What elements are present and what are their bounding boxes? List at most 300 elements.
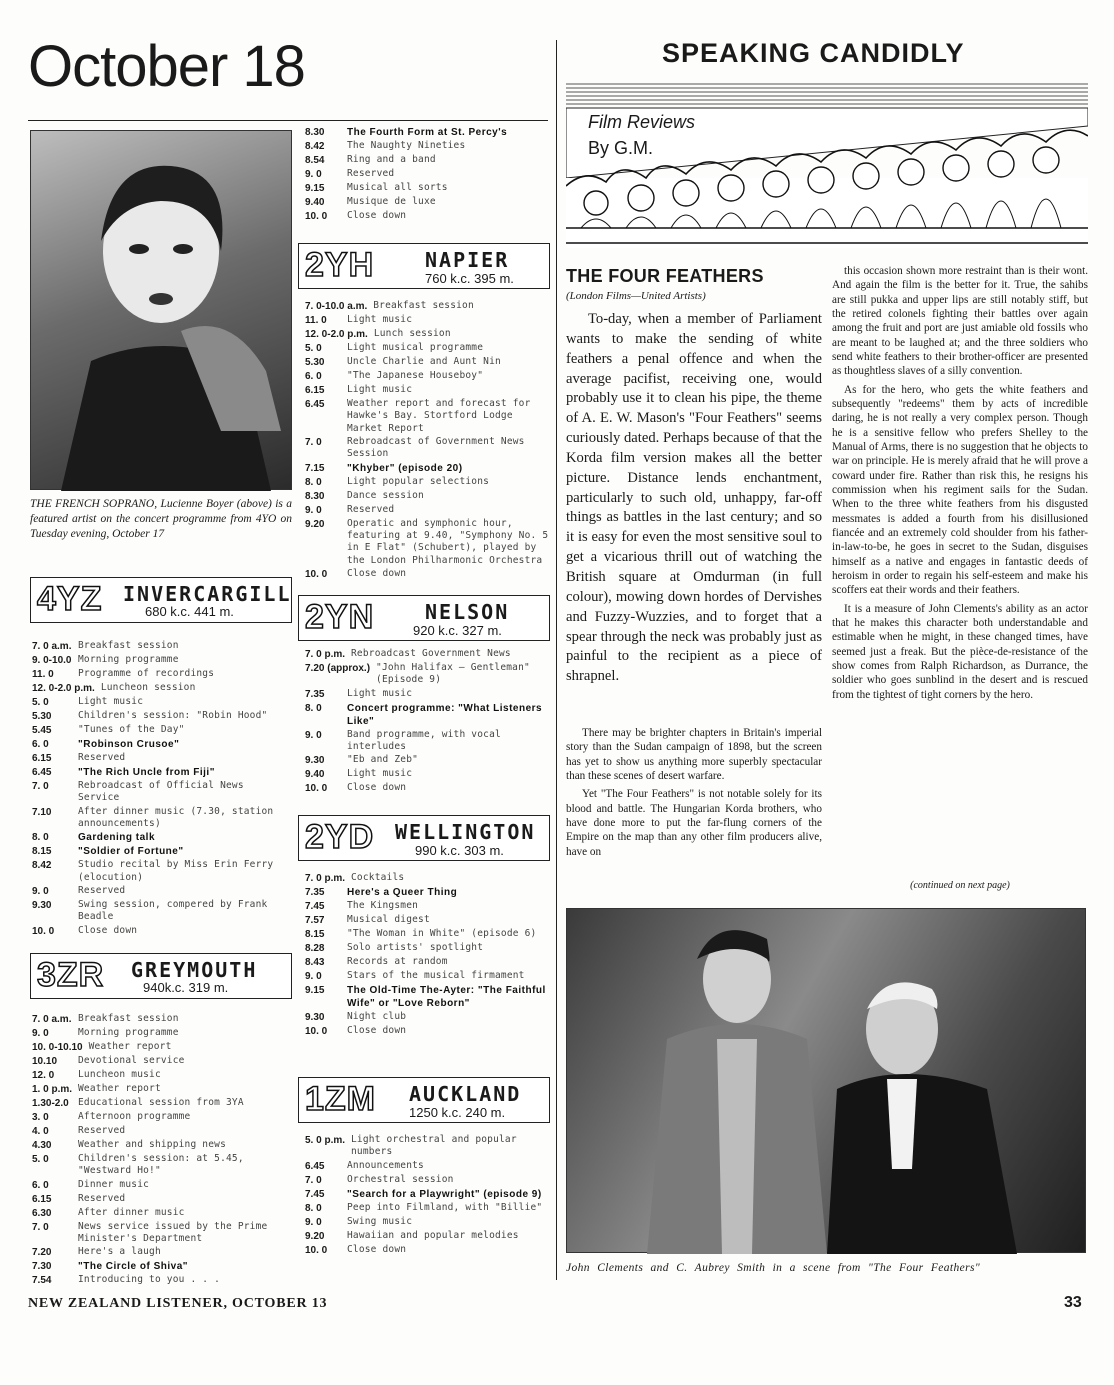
schedule-programme: Light music [347, 314, 413, 325]
station-city: NAPIER [425, 248, 510, 272]
banner-kicker: Film Reviews [588, 112, 696, 132]
schedule-programme: The Fourth Form at St. Percy's [347, 127, 508, 138]
schedule-row [305, 1025, 551, 1038]
schedule-3zr [32, 1013, 284, 1288]
schedule-programme: Musical digest [347, 914, 430, 925]
schedule-row [305, 928, 551, 941]
schedule-time: 7.54 [32, 1275, 52, 1287]
schedule-programme: Close down [347, 568, 407, 580]
schedule-4yz [32, 640, 284, 939]
schedule-time: 7.45 [305, 901, 325, 912]
schedule-programme: "John Halifax — Gentleman" (Episode 9) [376, 662, 530, 686]
schedule-time: 9. 0 [305, 729, 322, 741]
schedule-time: 9.15 [305, 183, 325, 194]
schedule-programme: Reserved [78, 1125, 126, 1136]
schedule-row [305, 342, 551, 355]
schedule-time: 9. 0 [32, 886, 49, 898]
schedule-time: 7. 0 [32, 1221, 49, 1233]
schedule-programme: Light popular selections [347, 475, 490, 487]
schedule-programme: "Khyber" (episode 20) [347, 462, 463, 474]
paragraph: this occasion shown more restraint than is their wont. And again the film is the better for it. True, the sahibs are still pukka and upper lips are still notably stiff, but the retired colonels fighting their battles over again among the fruit and port are just amiable old fossils who are meant to be laughed at; and the three soldiers who send white feathers to their brother-officer are presented as thoughtless slaves of a silly convention. [832, 265, 1088, 378]
schedule-row [32, 899, 284, 924]
divider [28, 120, 548, 121]
schedule-row [305, 476, 551, 489]
schedule-row [305, 782, 551, 795]
schedule-programme: Lunch session [373, 328, 451, 339]
schedule-programme: Musical all sorts [347, 182, 448, 193]
continued-note: (continued on next page) [910, 880, 1010, 891]
schedule-row [32, 1179, 284, 1192]
station-frequency: 940k.c. 319 m. [143, 980, 229, 995]
review-credit: (London Films—United Artists) [566, 290, 706, 302]
schedule-time: 9. 0 [305, 1216, 322, 1228]
page-number: 33 [1064, 1294, 1082, 1311]
schedule-row [305, 1216, 551, 1229]
schedule-row [305, 384, 551, 397]
station-city: NELSON [425, 600, 510, 624]
schedule-time: 3. 0 [32, 1112, 49, 1123]
schedule-time: 8.28 [305, 943, 325, 954]
station-frequency: 1250 k.c. 240 m. [409, 1105, 506, 1120]
schedule-row [32, 1069, 284, 1082]
schedule-programme: Breakfast session [78, 640, 179, 651]
schedule-time: 7. 0 a.m. [32, 1014, 72, 1025]
photo-caption: John Clements and C. Aubrey Smith in a scene from "The Four Feathers" [566, 1262, 981, 1274]
schedule-programme: "The Woman in White" (episode 6) [347, 928, 537, 939]
schedule-programme: The Kingsmen [347, 900, 419, 911]
schedule-row [305, 1244, 551, 1257]
schedule-programme: Morning programme [78, 654, 179, 665]
schedule-row [305, 518, 551, 567]
schedule-time: 7.30 [32, 1261, 52, 1273]
station-header-2yn [298, 595, 550, 641]
call-sign: 4YZ [37, 580, 103, 618]
schedule-programme: Weather report [88, 1041, 172, 1052]
schedule-time: 9.30 [305, 1012, 325, 1023]
schedule-row [305, 688, 551, 701]
soprano-photo [30, 130, 292, 490]
schedule-programme: Light musical programme [347, 342, 484, 353]
schedule-row [32, 1193, 284, 1206]
column-divider [556, 40, 557, 1280]
schedule-time: 10. 0 [32, 925, 55, 937]
schedule-row [32, 696, 284, 709]
schedule-row [32, 806, 284, 831]
schedule-time: 9.15 [305, 985, 325, 996]
schedule-row [305, 754, 551, 767]
schedule-time: 8.30 [305, 490, 325, 502]
schedule-time: 12. 0-2.0 p.m. [305, 329, 368, 340]
schedule-row [305, 490, 551, 503]
schedule-programme: Weather and shipping news [78, 1139, 226, 1150]
call-sign: 3ZR [37, 956, 105, 994]
schedule-time: 10.10 [32, 1056, 58, 1067]
schedule-continued [305, 126, 549, 224]
schedule-programme: "Eb and Zeb" [347, 754, 419, 766]
schedule-row [305, 126, 549, 139]
station-header-2yd [298, 815, 550, 861]
schedule-row [32, 1097, 284, 1110]
station-city: AUCKLAND [409, 1082, 522, 1106]
schedule-programme: "The Circle of Shiva" [78, 1261, 189, 1273]
schedule-time: 5.30 [305, 357, 325, 368]
schedule-time: 10. 0 [305, 783, 328, 795]
schedule-programme: "Search for a Playwright" (episode 9) [347, 1188, 542, 1200]
call-sign: 2YN [305, 598, 375, 636]
paragraph: As for the hero, who gets the white feathers and subsequently "redeems" them by acts of incredible daring, he is not really a very complex person. Though he is a sensitive fellow who prefers Shelley to the Manual of Arms, there is no suggestion that he objects to war on principle. He is merely afraid that he will prove a coward under fire. Rather than risk this, he resigns his commission when his regiment sails for the Sudan. When to the three white feathers from his disgusted messmates is added a fourth from his disillusioned fiancée and an extremely cold shoulder from his father-in-law-to-be, he goes in secret to the Sudan, disguises himself as a native and engages in fantastic deeds of heroism in order to regain his self-esteem and make his scoffers eat their words and their feathers. [832, 383, 1088, 597]
schedule-programme: Rebroadcast of Government News Session [347, 436, 525, 460]
schedule-row [32, 766, 284, 779]
schedule-programme: Programme of recordings [78, 668, 215, 679]
schedule-programme: Rebroadcast of Official News Service [78, 780, 244, 804]
schedule-row [305, 568, 551, 581]
schedule-programme: Band programme, with vocal interludes [347, 728, 501, 753]
schedule-row [305, 970, 551, 983]
schedule-row [32, 885, 284, 898]
schedule-time: 1.30-2.0 [32, 1098, 69, 1109]
schedule-time: 5.45 [32, 725, 52, 736]
schedule-row [305, 1011, 551, 1024]
schedule-row [305, 662, 551, 687]
schedule-programme: Close down [347, 1243, 407, 1255]
station-city: GREYMOUTH [131, 958, 258, 982]
schedule-time: 6.45 [32, 767, 52, 778]
banner-byline: By G.M. [588, 138, 654, 158]
schedule-row [32, 710, 284, 723]
schedule-2yh [305, 300, 551, 582]
schedule-programme: Musique de luxe [347, 196, 436, 207]
schedule-time: 9.30 [305, 755, 325, 767]
schedule-programme: Close down [78, 924, 138, 936]
schedule-row [305, 398, 551, 435]
review-body-left [566, 726, 822, 863]
schedule-programme: Light orchestral and popular numbers [351, 1134, 517, 1158]
schedule-programme: Here's a Queer Thing [347, 887, 458, 898]
schedule-row [32, 1027, 284, 1040]
schedule-time: 8.30 [305, 127, 325, 138]
schedule-programme: Reserved [347, 503, 395, 515]
station-frequency: 990 k.c. 303 m. [415, 843, 504, 858]
schedule-row [32, 845, 284, 858]
schedule-row [32, 640, 284, 653]
schedule-time: 10. 0 [305, 569, 328, 581]
schedule-time: 5. 0 [32, 697, 49, 708]
schedule-time: 9.40 [305, 197, 325, 208]
schedule-time: 8.42 [305, 141, 325, 152]
schedule-row [32, 1260, 284, 1273]
schedule-time: 11. 0 [32, 669, 54, 680]
schedule-time: 7. 0 [305, 1174, 322, 1186]
schedule-time: 9.40 [305, 769, 325, 781]
schedule-programme: Here's a laugh [78, 1246, 161, 1258]
schedule-row [32, 925, 284, 938]
schedule-row [305, 1174, 551, 1187]
schedule-time: 7.10 [32, 806, 52, 818]
schedule-row [305, 1160, 551, 1173]
schedule-row [305, 1188, 551, 1201]
schedule-time: 8. 0 [305, 1202, 322, 1214]
schedule-time: 7. 0 p.m. [305, 873, 346, 884]
film-reviews-banner [566, 78, 1088, 248]
schedule-programme: Weather report and forecast for Hawke's Bay. Stortford Lodge Market Report [347, 398, 531, 434]
schedule-time: 9.20 [305, 518, 325, 530]
schedule-programme: Operatic and symphonic hour, featuring at 9.40, "Symphony No. 5 in E Flat" (Schubert), played by the London Philharmonic Orchestra [347, 517, 549, 566]
schedule-time: 7.15 [305, 462, 325, 474]
schedule-time: 8.42 [32, 860, 52, 872]
schedule-time: 7.20 (approx.) [305, 663, 371, 674]
section-heading: SPEAKING CANDIDLY [662, 38, 965, 68]
schedule-row [32, 1055, 284, 1068]
schedule-time: 5. 0 [305, 343, 322, 354]
schedule-programme: Dance session [347, 489, 424, 501]
schedule-time: 10. 0-10.10 [32, 1042, 83, 1053]
schedule-programme: Weather report [78, 1083, 161, 1094]
schedule-programme: After dinner music [78, 1206, 185, 1218]
schedule-time: 7. 0 a.m. [32, 641, 72, 652]
schedule-row [32, 1246, 284, 1259]
schedule-programme: Children's session: "Robin Hood" [78, 710, 268, 721]
schedule-time: 9. 0-10.0 [32, 655, 72, 666]
schedule-time: 8. 0 [32, 832, 49, 844]
schedule-2yn [305, 648, 551, 796]
schedule-programme: After dinner music (7.30, station announcements) [78, 805, 274, 830]
schedule-time: 10. 0 [305, 1244, 328, 1256]
film-scene-illustration [567, 909, 1087, 1254]
schedule-programme: Morning programme [78, 1027, 179, 1038]
schedule-programme: Uncle Charlie and Aunt Nin [347, 356, 501, 367]
station-frequency: 760 k.c. 395 m. [425, 271, 514, 286]
film-still-photo [566, 908, 1086, 1253]
schedule-row [305, 168, 549, 181]
station-frequency: 680 k.c. 441 m. [145, 604, 234, 619]
schedule-time: 5. 0 [32, 1154, 49, 1165]
call-sign: 1ZM [305, 1080, 376, 1118]
schedule-time: 8.54 [305, 155, 325, 166]
schedule-row [305, 182, 549, 195]
schedule-time: 9. 0 [305, 971, 322, 982]
schedule-row [305, 914, 551, 927]
paragraph: It is a measure of John Clements's ability as an actor that he makes this character both understandable and estimable when he might, in these changed times, have seemed just a freak. But the pièce-de-resistance of the show comes from Ralph Richardson, as Durrance, the soldier who goes sunblind in the desert and is rescued from the tightest of tight corners by the hero. [832, 602, 1088, 701]
schedule-row [305, 314, 551, 327]
schedule-programme: Breakfast session [373, 300, 474, 311]
schedule-programme: "Robinson Crusoe" [78, 739, 180, 750]
schedule-programme: Solo artists' spotlight [347, 942, 484, 953]
schedule-programme: "Tunes of the Day" [78, 724, 185, 735]
schedule-row [32, 724, 284, 737]
schedule-programme: "The Rich Uncle from Fiji" [78, 767, 215, 778]
schedule-programme: Children's session: at 5.45, "Westward Ho!" [78, 1153, 244, 1177]
schedule-time: 4.30 [32, 1140, 52, 1151]
audience-illustration [566, 78, 1088, 248]
schedule-row [32, 1274, 284, 1287]
schedule-programme: Luncheon session [100, 682, 196, 693]
schedule-row [32, 668, 284, 681]
schedule-row [32, 1139, 284, 1152]
schedule-row [32, 780, 284, 805]
paragraph: To-day, when a member of Parliament wants to make the sending of white feathers a penal offence and when the average pacifist, receiving one, would probably use it to clean his pipe, the theme of A. E. W. Mason's "Four Feathers" seems curiously dated. Perhaps because of that the Korda film version makes all the better picture. Distance lends enchantment, particularly to such old, unhappy, far-off things as battles in the last century; and so it is easy for even the most sensitive soul to get a vicarious thrill out of watching the British square at Omdurman (in full colour), mowing down hordes of Dervishes and Fuzzy-Wuzzies, and to forget that a spear through the neck was probably just as painful to the recipient as a piece of shrapnel. [566, 311, 822, 685]
schedule-programme: Stars of the musical firmament [347, 970, 525, 981]
schedule-programme: Close down [347, 782, 407, 794]
schedule-programme: Reserved [347, 168, 395, 179]
schedule-row [32, 1207, 284, 1220]
schedule-2yd [305, 872, 551, 1039]
schedule-programme: Orchestral session [347, 1173, 454, 1185]
schedule-row [32, 859, 284, 884]
schedule-programme: Rebroadcast Government News [351, 648, 511, 659]
schedule-programme: Reserved [78, 1192, 126, 1204]
schedule-row [305, 140, 549, 153]
schedule-row [305, 300, 551, 313]
schedule-time: 6.15 [32, 753, 52, 764]
schedule-row [32, 1111, 284, 1124]
schedule-time: 8.15 [32, 846, 52, 858]
schedule-time: 7.35 [305, 688, 325, 700]
schedule-time: 7.45 [305, 1188, 325, 1200]
schedule-programme: Swing session, compered by Frank Beadle [78, 899, 268, 923]
schedule-programme: Introducing to you . . . [78, 1274, 221, 1286]
schedule-programme: Ring and a band [347, 154, 436, 165]
schedule-row [305, 328, 551, 341]
schedule-programme: Reserved [78, 885, 126, 897]
schedule-programme: Cocktails [351, 872, 405, 883]
schedule-time: 7.20 [32, 1247, 52, 1259]
schedule-time: 5. 0 p.m. [305, 1135, 346, 1146]
schedule-time: 6.45 [305, 1160, 325, 1172]
schedule-row [305, 942, 551, 955]
schedule-row [32, 1221, 284, 1246]
station-header-3zr [30, 953, 292, 999]
station-header-2yh [298, 243, 550, 289]
schedule-time: 8.43 [305, 957, 325, 968]
schedule-time: 7.57 [305, 915, 325, 926]
schedule-time: 6. 0 [32, 739, 49, 750]
schedule-programme: Devotional service [78, 1055, 185, 1066]
schedule-time: 8. 0 [305, 702, 322, 714]
schedule-programme: News service issued by the Prime Minister's Department [78, 1220, 268, 1245]
schedule-1zm [305, 1134, 551, 1258]
schedule-programme: Close down [347, 1025, 407, 1036]
schedule-row [305, 462, 551, 475]
schedule-time: 10. 0 [305, 211, 328, 222]
schedule-row [305, 648, 551, 661]
schedule-time: 6.45 [305, 399, 325, 410]
call-sign: 2YD [305, 818, 375, 856]
schedule-row [305, 356, 551, 369]
paragraph: Yet "The Four Feathers" is not notable solely for its blood and battle. The Hungarian Korda brothers, who have done more to put the far-flung corners of the Empire on the map than any other film producers alive, have on [566, 788, 822, 858]
schedule-row [305, 956, 551, 969]
schedule-programme: Studio recital by Miss Erin Ferry (elocution) [78, 859, 274, 883]
review-lede [566, 310, 822, 687]
schedule-programme: Records at random [347, 956, 448, 967]
page-title: October 18 [28, 34, 305, 99]
schedule-programme: Peep into Filmland, with "Billie" [347, 1201, 543, 1213]
schedule-row [305, 436, 551, 461]
schedule-row [305, 1230, 551, 1243]
station-header-4yz [30, 577, 292, 623]
schedule-row [32, 1125, 284, 1138]
schedule-programme: Light music [347, 768, 413, 780]
schedule-row [305, 702, 551, 728]
schedule-time: 9. 0 [32, 1028, 49, 1039]
schedule-row [305, 370, 551, 383]
schedule-row [305, 900, 551, 913]
call-sign: 2YH [305, 246, 375, 284]
schedule-row [32, 1083, 284, 1096]
station-frequency: 920 k.c. 327 m. [413, 623, 502, 638]
schedule-time: 8.15 [305, 929, 325, 940]
schedule-programme: Gardening talk [78, 832, 156, 844]
schedule-time: 7. 0 p.m. [305, 649, 346, 660]
schedule-row [32, 738, 284, 751]
station-city: WELLINGTON [395, 820, 536, 844]
schedule-row [32, 1041, 284, 1054]
schedule-time: 5.30 [32, 711, 52, 722]
schedule-time: 9. 0 [305, 504, 322, 516]
schedule-programme: Close down [347, 210, 407, 221]
review-title: THE FOUR FEATHERS [566, 266, 764, 286]
schedule-row [32, 831, 284, 844]
schedule-time: 7. 0-10.0 a.m. [305, 301, 368, 312]
schedule-time: 6. 0 [32, 1179, 49, 1191]
schedule-row [32, 1153, 284, 1178]
schedule-row [32, 654, 284, 667]
photo-caption: THE FRENCH SOPRANO, Lucienne Boyer (above) is a featured artist on the concert programme from 4YO on Tuesday evening, October 17 [30, 498, 292, 541]
schedule-row [305, 984, 551, 1010]
schedule-programme: Afternoon programme [78, 1111, 191, 1122]
schedule-time: 6.15 [305, 385, 325, 396]
schedule-programme: Educational session from 3YA [78, 1097, 244, 1108]
review-body-right [832, 264, 1088, 706]
schedule-programme: The Naughty Nineties [347, 140, 466, 151]
schedule-time: 7.35 [305, 887, 325, 898]
station-city: INVERCARGILL [123, 582, 292, 606]
schedule-time: 7. 0 [32, 781, 49, 792]
schedule-row [305, 504, 551, 517]
schedule-time: 10. 0 [305, 1026, 328, 1037]
schedule-programme: Reserved [78, 752, 126, 763]
schedule-row [305, 154, 549, 167]
schedule-programme: Light music [347, 384, 413, 395]
schedule-programme: "Soldier of Fortune" [78, 846, 184, 858]
schedule-programme: Breakfast session [78, 1013, 179, 1024]
footer-publication: NEW ZEALAND LISTENER, OCTOBER 13 [28, 1296, 328, 1311]
schedule-programme: Dinner music [78, 1178, 150, 1190]
schedule-time: 9. 0 [305, 169, 322, 180]
station-header-1zm [298, 1077, 550, 1123]
schedule-row [305, 1202, 551, 1215]
schedule-time: 9.20 [305, 1230, 325, 1242]
schedule-time: 12. 0-2.0 p.m. [32, 683, 95, 694]
schedule-programme: Announcements [347, 1159, 424, 1171]
schedule-row [305, 886, 551, 899]
schedule-time: 6. 0 [305, 371, 322, 382]
schedule-time: 12. 0 [32, 1070, 55, 1081]
schedule-time: 9.30 [32, 900, 52, 912]
schedule-row [305, 196, 549, 209]
schedule-time: 7. 0 [305, 437, 322, 449]
schedule-programme: Concert programme: "What Listeners Like" [347, 702, 543, 727]
schedule-row [305, 768, 551, 781]
schedule-row [305, 729, 551, 754]
schedule-time: 6.30 [32, 1207, 52, 1219]
schedule-programme: Light music [78, 696, 144, 707]
schedule-row [305, 872, 551, 885]
schedule-programme: Night club [347, 1011, 407, 1022]
schedule-programme: Swing music [347, 1215, 413, 1227]
paragraph: There may be brighter chapters in Britain's imperial story than the Sudan campaign of 1898, but the screen has yet to show us anything more superbly spectacular than these scenes of desert warfare. [566, 727, 822, 782]
schedule-programme: "The Japanese Houseboy" [347, 370, 484, 381]
schedule-row [32, 1013, 284, 1026]
